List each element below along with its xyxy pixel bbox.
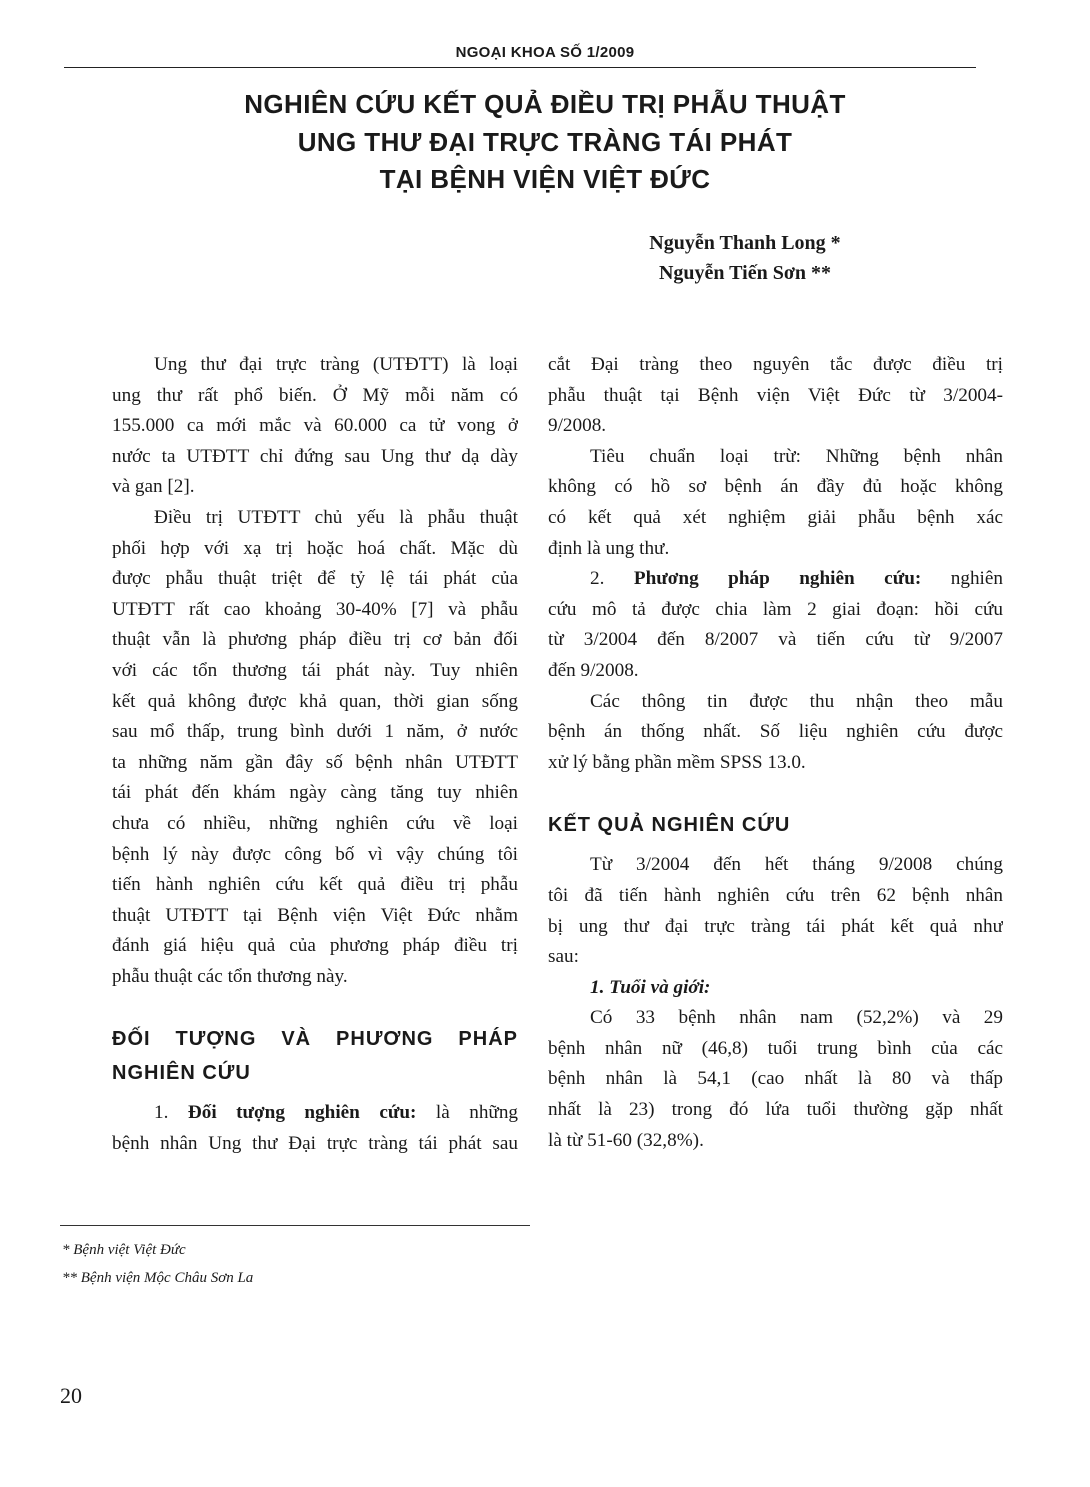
paragraph: [548, 1003, 1003, 1156]
title-line: UNG THƯ ĐẠI TRỰC TRÀNG TÁI PHÁT: [297, 126, 793, 157]
header-divider: [64, 67, 976, 68]
text-line: [548, 564, 1003, 595]
author: Nguyễn Thanh Long *: [649, 232, 841, 254]
text-line: sau mổ thấp, trung bình dưới 1 năm, ở nước: [112, 721, 518, 743]
text-line: bệnh lý này được công bố vì vậy chúng tôi: [112, 843, 518, 865]
footnotes: [62, 1236, 253, 1292]
paragraph: [548, 564, 1003, 686]
footnote-divider: [60, 1225, 530, 1226]
text-line: định là ung thư.: [548, 537, 670, 559]
title-line: TẠI BỆNH VIỆN VIỆT ĐỨC: [379, 164, 711, 194]
paragraph: [112, 503, 518, 993]
run-in-heading: Đối tượng nghiên cứu:: [187, 1102, 417, 1124]
paragraph: [112, 350, 518, 503]
text-line: với các tổn thương tái phát này. Tuy nhiên: [112, 659, 518, 681]
text-line: phẫu thuật tại Bệnh viện Việt Đức từ 3/2004-: [548, 384, 1003, 406]
left-column: [112, 350, 518, 1160]
text-line: chưa có nhiều, những nghiên cứu về loại: [112, 812, 518, 834]
text-line: kết quả không được khả quan, thời gian sống: [112, 690, 518, 712]
text-line: bệnh án thống nhất. Số liệu nghiên cứu được: [548, 721, 1003, 743]
text-line: sau:: [548, 946, 579, 968]
page-number: 20: [60, 1383, 82, 1408]
text-line: Điều trị UTĐTT chủ yếu là phẫu thuật: [154, 506, 518, 528]
text-line: xử lý bằng phần mềm SPSS 13.0.: [548, 751, 806, 773]
text-line: nước ta UTĐTT chỉ đứng sau Ung thư dạ dày: [112, 445, 518, 467]
list-number: 1.: [154, 1102, 188, 1124]
paragraph: [548, 687, 1003, 779]
text-line: tiến hành nghiên cứu kết quả điều trị phẫu: [112, 874, 518, 896]
text-line: 155.000 ca mới mắc và 60.000 ca tử vong ở: [112, 415, 518, 437]
paragraph: [112, 1098, 518, 1159]
footnote: ** Bệnh viện Mộc Châu Sơn La: [62, 1270, 254, 1286]
text-line: [112, 1098, 518, 1129]
text-run: là những: [416, 1102, 518, 1124]
text-line: nhất là 23) trong đó lứa tuổi thường gặp nhất: [548, 1099, 1003, 1121]
text-line: 9/2008.: [548, 415, 607, 437]
right-column: [548, 350, 1003, 1156]
text-line: được phẫu thuật triệt để tỷ lệ tái phát của: [112, 568, 518, 590]
text-line: ĐỐI TƯỢNG VÀ PHƯƠNG PHÁP: [112, 1028, 518, 1051]
text-line: phẫu thuật các tổn thương này.: [112, 965, 348, 987]
text-line: ta những năm gần đây số bệnh nhân UTĐTT: [112, 751, 518, 773]
author: Nguyễn Tiến Sơn **: [658, 262, 832, 284]
paragraph: [548, 850, 1003, 972]
text-line: tái phát đến khám ngày càng tăng tuy nhiên: [112, 782, 518, 804]
text-line: không có hồ sơ bệnh án đầy đủ hoặc không: [548, 476, 1003, 498]
text-line: và gan [2].: [112, 476, 195, 498]
text-line: UTĐTT rất cao khoảng 30-40% [7] và phẫu: [112, 598, 518, 620]
text-line: Tiêu chuẩn loại trừ: Những bệnh nhân: [590, 445, 1003, 467]
text-line: đánh giá hiệu quả của phương pháp điều trị: [112, 935, 518, 957]
text-line: cứu mô tả được chia làm 2 giai đoạn: hồi cứu: [548, 598, 1003, 620]
paragraph: [548, 350, 1003, 442]
text-line: 1. Tuổi và giới:: [590, 976, 711, 998]
section-heading: [112, 1022, 518, 1090]
text-line: bệnh nhân nữ (46,8) tuổi trung bình của các: [548, 1037, 1003, 1059]
article-title: [0, 86, 1090, 199]
run-in-heading: Phương pháp nghiên cứu:: [633, 568, 922, 590]
section-heading: [548, 808, 1003, 842]
text-line: bệnh nhân là 54,1 (cao nhất là 80 và thấp: [548, 1068, 1003, 1090]
text-line: từ 3/2004 đến 8/2007 và tiến cứu từ 9/2007: [548, 629, 1003, 651]
footnote: * Bệnh việt Việt Đức: [62, 1242, 186, 1258]
text-line: cắt Đại tràng theo nguyên tắc được điều trị: [548, 354, 1003, 375]
text-line: ung thư rất phổ biến. Ở Mỹ mỗi năm có: [112, 384, 518, 406]
journal-header: NGOẠI KHOA SỐ 1/2009: [455, 44, 635, 61]
text-line: tôi đã tiến hành nghiên cứu trên 62 bệnh nhân: [548, 884, 1003, 906]
text-line: bệnh nhân Ung thư Đại trực tràng tái phát sau: [112, 1133, 518, 1155]
text-line: Từ 3/2004 đến hết tháng 9/2008 chúng: [590, 854, 1003, 876]
text-line: Ung thư đại trực tràng (UTĐTT) là loại: [154, 354, 518, 375]
paragraph: [548, 442, 1003, 564]
text-line: thuật vẫn là phương pháp điều trị cơ bản đối: [112, 629, 518, 651]
text-run: nghiên: [921, 568, 1003, 590]
title-line: NGHIÊN CỨU KẾT QUẢ ĐIỀU TRỊ PHẪU THUẬT: [244, 89, 846, 119]
text-line: Các thông tin được thu nhận theo mẫu: [590, 690, 1003, 712]
text-line: KẾT QUẢ NGHIÊN CỨU: [548, 814, 791, 837]
text-line: Có 33 bệnh nhân nam (52,2%) và 29: [590, 1007, 1003, 1029]
subsection-heading: [548, 973, 1003, 1004]
text-line: là từ 51-60 (32,8%).: [548, 1129, 704, 1151]
authors: [560, 228, 930, 288]
text-line: bị ung thư đại trực tràng tái phát kết quả như: [548, 915, 1003, 937]
text-line: NGHIÊN CỨU: [112, 1062, 251, 1085]
text-line: phối hợp với xạ trị hoặc hoá chất. Mặc dù: [112, 537, 518, 559]
text-line: đến 9/2008.: [548, 659, 639, 681]
text-line: thuật UTĐTT tại Bệnh viện Việt Đức nhằm: [112, 904, 518, 926]
text-line: có kết quả xét nghiệm giải phẫu bệnh xác: [548, 506, 1003, 528]
list-number: 2.: [590, 568, 634, 590]
